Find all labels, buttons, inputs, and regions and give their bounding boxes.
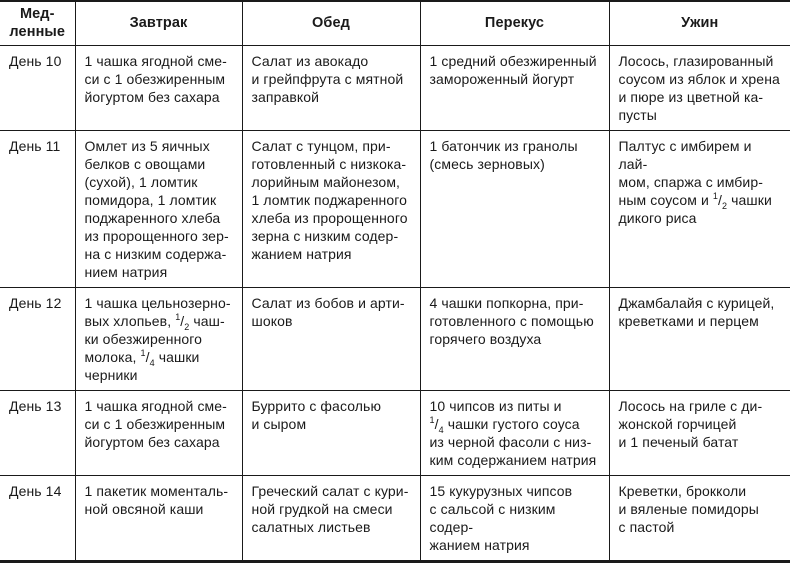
meal-cell-breakfast: 1 чашка ягодной сме- си с 1 обезжиренным йогуртом без сахара (75, 391, 242, 476)
fraction: $^1/_2$ (175, 312, 190, 332)
table-row (0, 288, 790, 391)
fraction: $^1/_4$ (140, 348, 155, 368)
meal-cell-snack: 15 кукурузных чипсов с сальсой с низким содер- жанием натрия (420, 476, 609, 562)
meal-cell-breakfast: 1 пакетик моменталь- ной овсяной каши (75, 476, 242, 562)
meal-cell-lunch: Салат с тунцом, при- готовленный с низкока- лорийным майонезом, 1 ломтик поджаренного хлеба из пророщенного зерна с низким содер- жанием натрия (242, 131, 420, 288)
table-row (0, 46, 790, 131)
meal-cell-snack: 10 чипсов из питы и $^1/_4$ чашки густого соуса из черной фасоли с низ- ким содержанием натрия (420, 391, 609, 476)
header-cell-dinner: Ужин (609, 1, 790, 46)
table-body (0, 46, 790, 562)
day-cell: День 10 (0, 46, 75, 131)
meal-cell-breakfast: 1 чашка ягодной сме- си с 1 обезжиренным йогуртом без сахара (75, 46, 242, 131)
meal-cell-dinner: Лосось на гриле с ди- жонской горчицей и 1 печеный батат (609, 391, 790, 476)
day-cell: День 14 (0, 476, 75, 562)
meal-cell-breakfast: Омлет из 5 яичных белков с овощами (сухой), 1 ломтик помидора, 1 ломтик поджаренного хлеба из пророщенного зер- на с низким содержа- нием натрия (75, 131, 242, 288)
meal-cell-breakfast: 1 чашка цельнозерно- вых хлопьев, $^1/_2$ чаш- ки обезжиренного молока, $^1/_4$ чашки черники (75, 288, 242, 391)
day-cell: День 12 (0, 288, 75, 391)
meal-cell-dinner: Палтус с имбирем и лай- мом, спаржа с имбир- ным соусом и $^1/_2$ чашки дикого риса (609, 131, 790, 288)
meal-cell-lunch: Салат из авокадо и грейпфрута с мятной заправкой (242, 46, 420, 131)
meal-cell-snack: 4 чашки попкорна, при- готовленного с помощью горячего воздуха (420, 288, 609, 391)
day-cell: День 11 (0, 131, 75, 288)
meal-cell-lunch: Греческий салат с кури- ной грудкой на смеси салатных листьев (242, 476, 420, 562)
day-cell: День 13 (0, 391, 75, 476)
table-row (0, 131, 790, 288)
meal-cell-snack: 1 батончик из гранолы (смесь зерновых) (420, 131, 609, 288)
meal-cell-lunch: Салат из бобов и арти- шоков (242, 288, 420, 391)
table-row (0, 391, 790, 476)
header-cell-snack: Перекус (420, 1, 609, 46)
meal-cell-dinner: Джамбалайя с курицей, креветками и перцем (609, 288, 790, 391)
header-cell-breakfast: Завтрак (75, 1, 242, 46)
meal-cell-dinner: Креветки, брокколи и вяленые помидоры с пастой (618, 483, 759, 535)
fraction: $^1/_4$ (429, 415, 444, 435)
meal-cell-snack: 1 средний обезжиренный замороженный йогурт (420, 46, 609, 131)
header-cell-lunch: Обед (242, 1, 420, 46)
fraction: $^1/_2$ (712, 191, 728, 211)
meal-cell-dinner: Лосось, глазированный соусом из яблок и хрена и пюре из цветной ка- пусты (609, 46, 790, 131)
meal-cell-lunch: Буррито с фасолью и сыром (242, 391, 420, 476)
header-cell-day: Мед- ленные (0, 1, 75, 46)
table-header-row (0, 1, 790, 46)
